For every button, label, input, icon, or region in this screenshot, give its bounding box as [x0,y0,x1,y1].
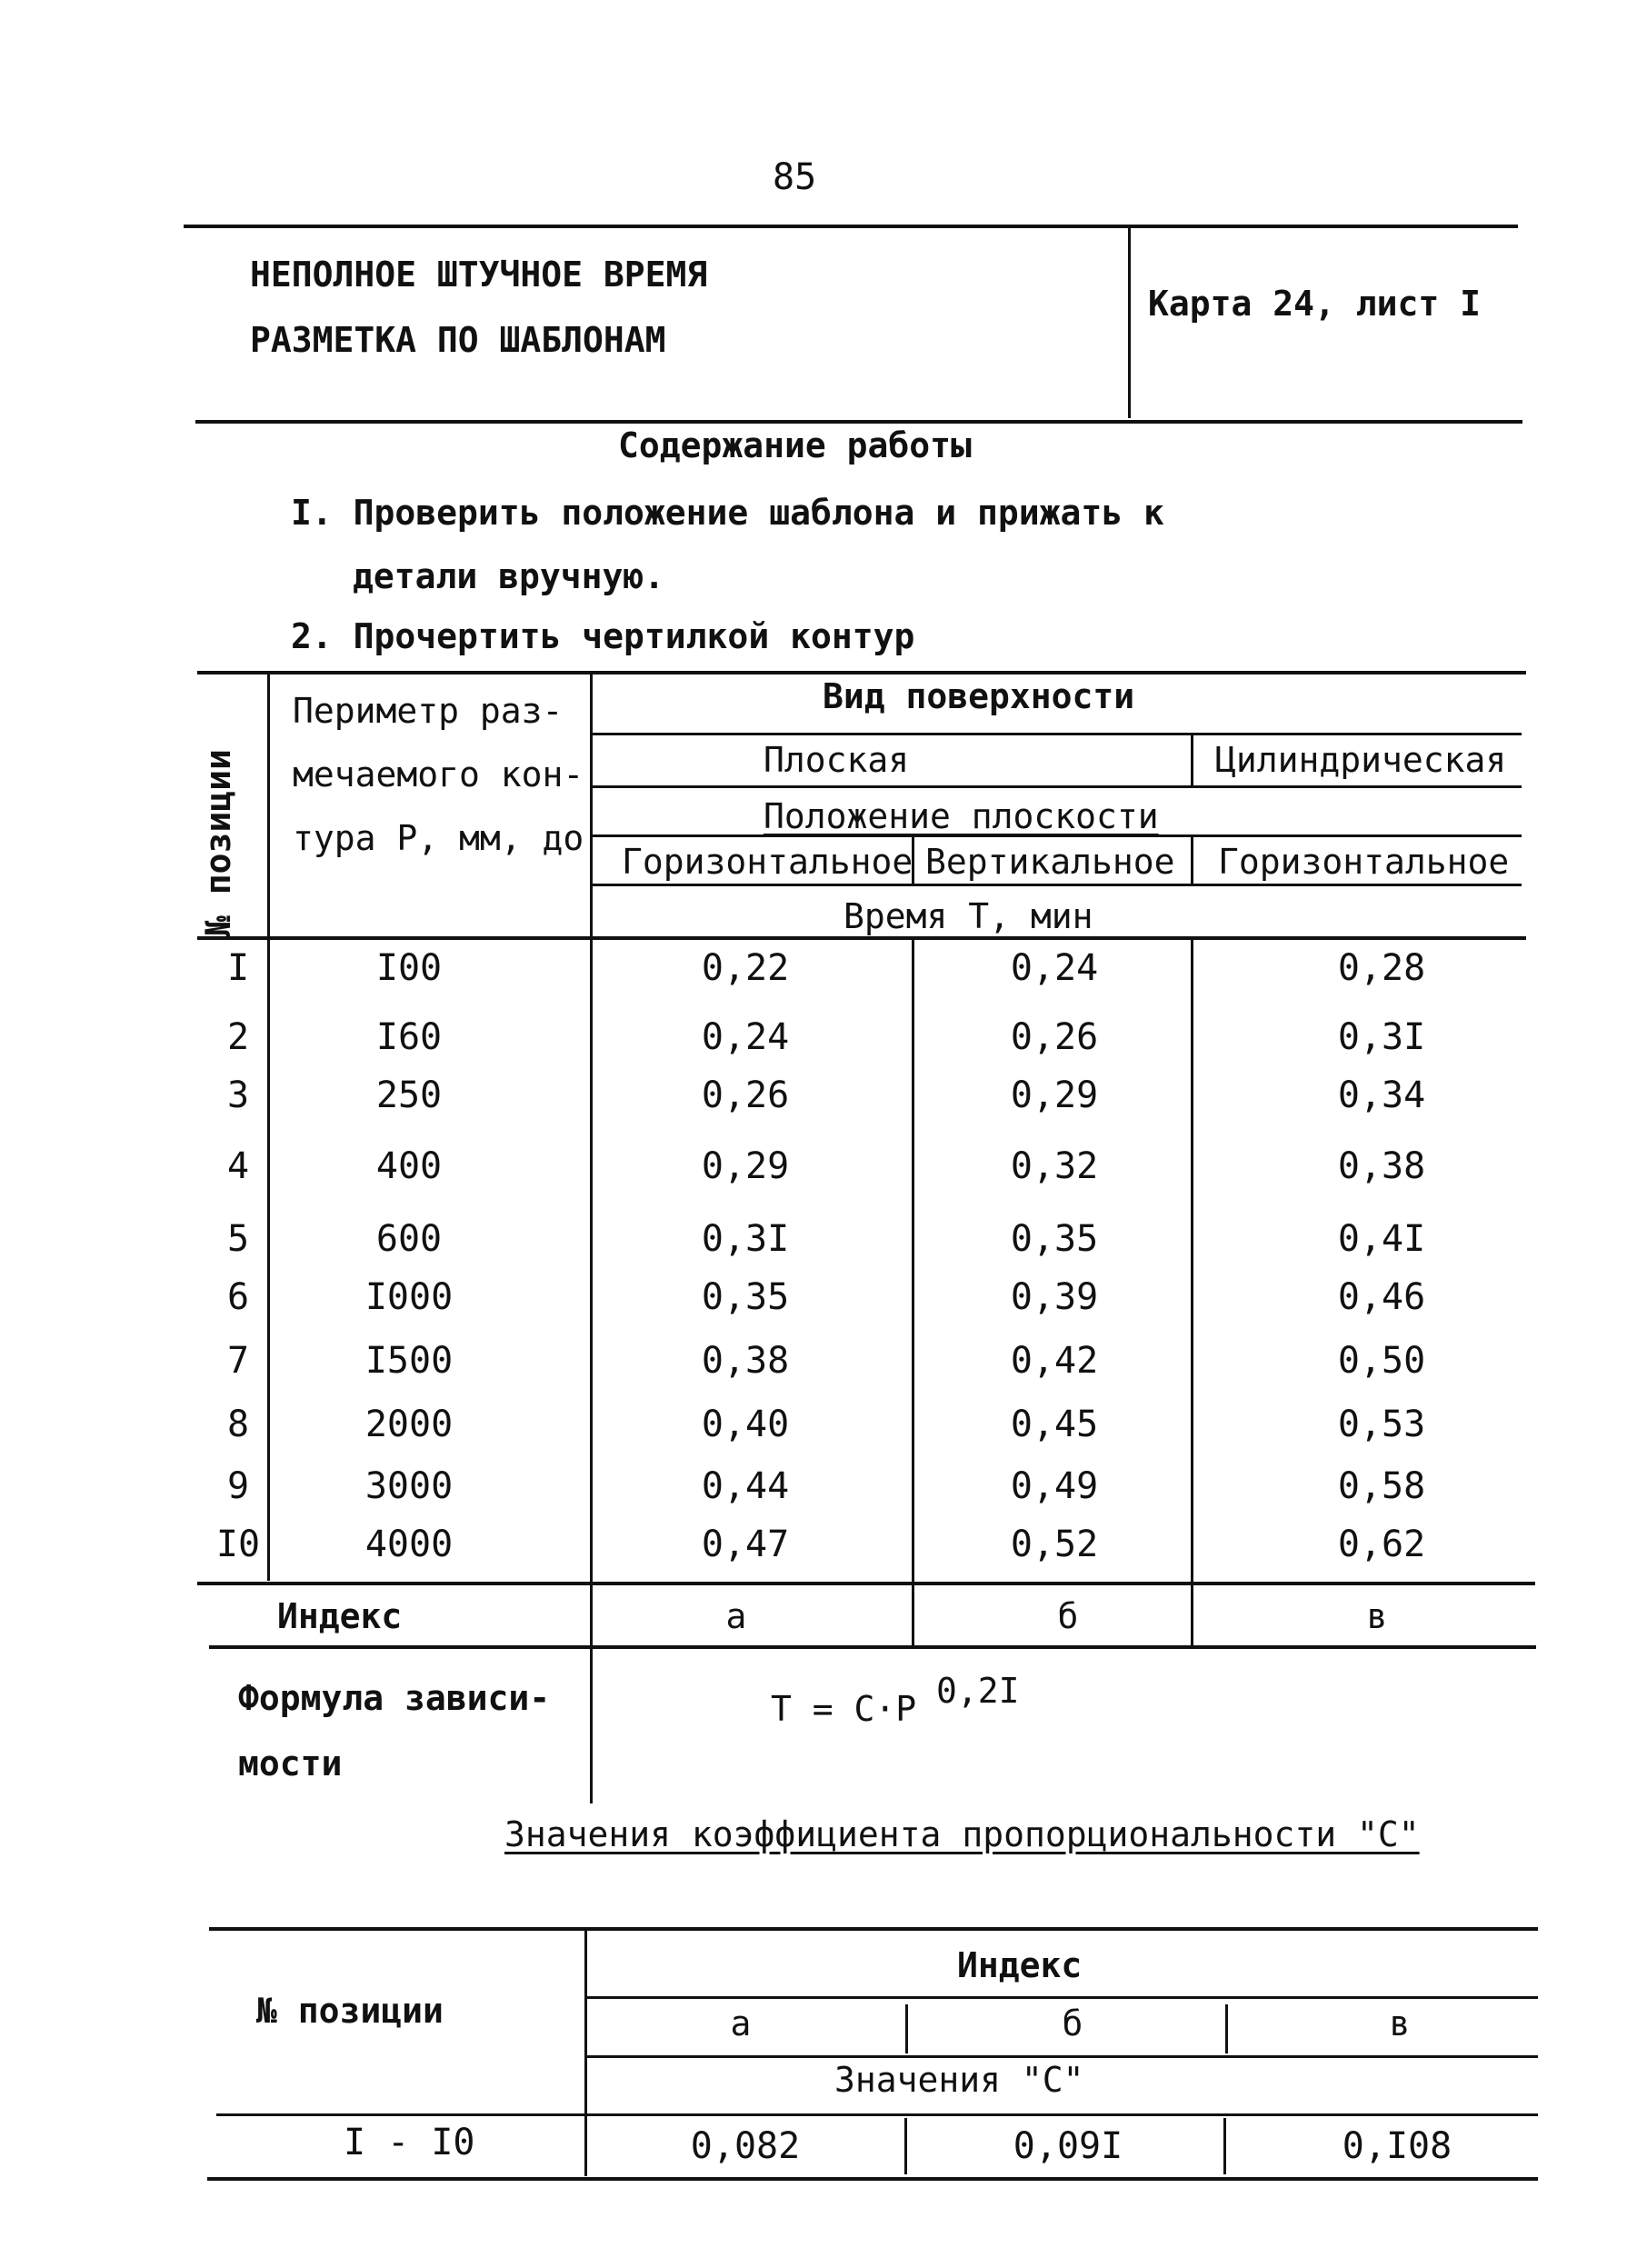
horizontal2-header: Горизонтальное [1218,842,1510,882]
row-time-b: 0,35 [1010,1218,1099,1260]
row-time-c: 0,4I [1337,1218,1426,1260]
index-b: б [1057,1596,1079,1636]
formula-label-line2: мости [238,1743,343,1783]
row-position: 5 [226,1218,250,1260]
plane-position-header: Положение плоскости [764,796,1159,836]
table1-index-bottom-rule [209,1645,1536,1649]
formula: Т = С·Р [771,1689,917,1729]
row-perimeter: 3000 [364,1465,454,1507]
row-time-c: 0,58 [1337,1465,1426,1507]
header-divider [1128,225,1131,418]
index-label: Индекс [277,1596,403,1636]
work-step1-line1: I. Проверить положение шаблона и прижать к [291,493,1164,533]
table2-val-ab-divider [904,2118,907,2174]
row-time-b: 0,52 [1010,1524,1099,1565]
row-position: 4 [226,1145,250,1187]
table2-ab-mark [905,2004,908,2053]
row-time-a: 0,35 [701,1276,790,1318]
table2-row-pos: I - I0 [344,2122,475,2163]
horizontal-header: Горизонтальное [622,842,913,882]
table2-bottom-rule [207,2177,1538,2181]
row-position: 7 [226,1340,250,1382]
table1-col-a-divider [912,938,914,1647]
work-step2: 2. Прочертить чертилкой контур [291,616,915,656]
row-time-b: 0,45 [1010,1404,1099,1445]
row-time-c: 0,28 [1337,947,1426,989]
perimeter-header-line2: мечаемого кон- [293,754,584,794]
table1-col-b-divider [1191,938,1193,1647]
row-position: 3 [226,1074,250,1116]
row-time-a: 0,44 [701,1465,790,1507]
row-time-b: 0,24 [1010,947,1099,989]
cylindrical-header: Цилиндрическая [1215,740,1507,780]
table2-rule-letters [587,2055,1538,2058]
coefficient-title: Значения коэффициента пропорциональности "С" [504,1814,1420,1854]
table2-rule-values [216,2113,1538,2116]
row-perimeter: 250 [375,1074,443,1116]
row-position: 6 [226,1276,250,1318]
row-time-b: 0,49 [1010,1465,1099,1507]
row-position: 2 [226,1016,250,1058]
table2-rule-index [587,1996,1538,1999]
row-time-c: 0,62 [1337,1524,1426,1565]
table2-top-rule [209,1927,1538,1931]
table1-col-perimeter-divider [590,673,593,1803]
table1-rule-surface [593,733,1522,735]
table1-flat-cyl-divider [1191,734,1193,785]
pos-header-vertical: № позиции [198,749,238,936]
table1-header-bottom-rule [197,936,1526,940]
index-c: в [1366,1596,1388,1636]
table2-index-header: Индекс [957,1945,1083,1985]
row-position: I [226,947,250,989]
row-time-c: 0,3I [1337,1016,1426,1058]
row-time-a: 0,38 [701,1340,790,1382]
row-time-b: 0,32 [1010,1145,1099,1187]
header-bottom-rule [195,420,1522,424]
table2-val-bc-divider [1223,2118,1226,2174]
row-perimeter: I00 [375,947,443,989]
table2-pos-header: № позиции [256,1991,444,2031]
vertical-header: Вертикальное [925,842,1175,882]
table2-b: б [1062,2003,1083,2043]
row-time-a: 0,29 [701,1145,790,1187]
row-time-b: 0,29 [1010,1074,1099,1116]
row-perimeter: I500 [364,1340,454,1382]
row-time-b: 0,42 [1010,1340,1099,1382]
table1-col-pos-divider [267,673,270,1581]
row-time-b: 0,39 [1010,1276,1099,1318]
index-a: а [725,1596,747,1636]
row-time-a: 0,26 [701,1074,790,1116]
table1-data-bottom-rule [197,1582,1535,1585]
row-perimeter: 600 [375,1218,443,1260]
table1-top-rule [197,671,1526,674]
perimeter-header-line3: тура Р, мм, до [293,818,584,858]
formula-label-line1: Формула зависи- [238,1678,551,1718]
header-top-rule [184,225,1518,228]
table2-a: а [730,2003,752,2043]
row-time-b: 0,26 [1010,1016,1099,1058]
row-time-a: 0,24 [701,1016,790,1058]
row-time-c: 0,46 [1337,1276,1426,1318]
row-time-c: 0,50 [1337,1340,1426,1382]
table2-val-b: 0,09I [1013,2125,1123,2167]
row-time-a: 0,3I [701,1218,790,1260]
formula-exponent: 0,2I [936,1671,1020,1711]
row-time-a: 0,22 [701,947,790,989]
table2-col-divider [584,1929,587,2176]
row-perimeter: 400 [375,1145,443,1187]
table2-val-c: 0,I08 [1342,2125,1452,2167]
header-title-line1: НЕПОЛНОЕ ШТУЧНОЕ ВРЕМЯ [250,255,708,295]
table2-val-a: 0,082 [690,2125,801,2167]
row-time-c: 0,34 [1337,1074,1426,1116]
flat-header: Плоская [764,740,910,780]
table1-rule-orientation [593,884,1522,886]
row-time-a: 0,40 [701,1404,790,1445]
row-perimeter: 2000 [364,1404,454,1445]
row-perimeter: 4000 [364,1524,454,1565]
table2-c: в [1389,2003,1411,2043]
header-title-line2: РАЗМЕТКА ПО ШАБЛОНАМ [250,320,666,360]
row-position: 8 [226,1404,250,1445]
row-perimeter: I000 [364,1276,454,1318]
perimeter-header-line1: Периметр раз- [293,691,564,731]
page-number: 85 [773,156,817,198]
work-heading: Содержание работы [618,425,972,465]
table1-rule-flat [593,785,1522,788]
row-time-c: 0,38 [1337,1145,1426,1187]
work-step1-line2: детали вручную. [353,556,665,596]
row-perimeter: I60 [375,1016,443,1058]
row-time-a: 0,47 [701,1524,790,1565]
table2-values-header: Значения "С" [834,2060,1084,2100]
card-reference: Карта 24, лист I [1148,284,1482,324]
time-header: Время Т, мин [843,896,1093,936]
table1-vh2-divider [1191,836,1193,884]
row-position: I0 [215,1524,261,1565]
row-position: 9 [226,1465,250,1507]
surface-type-header: Вид поверхности [823,676,1135,716]
row-time-c: 0,53 [1337,1404,1426,1445]
table2-bc-mark [1225,2004,1228,2053]
